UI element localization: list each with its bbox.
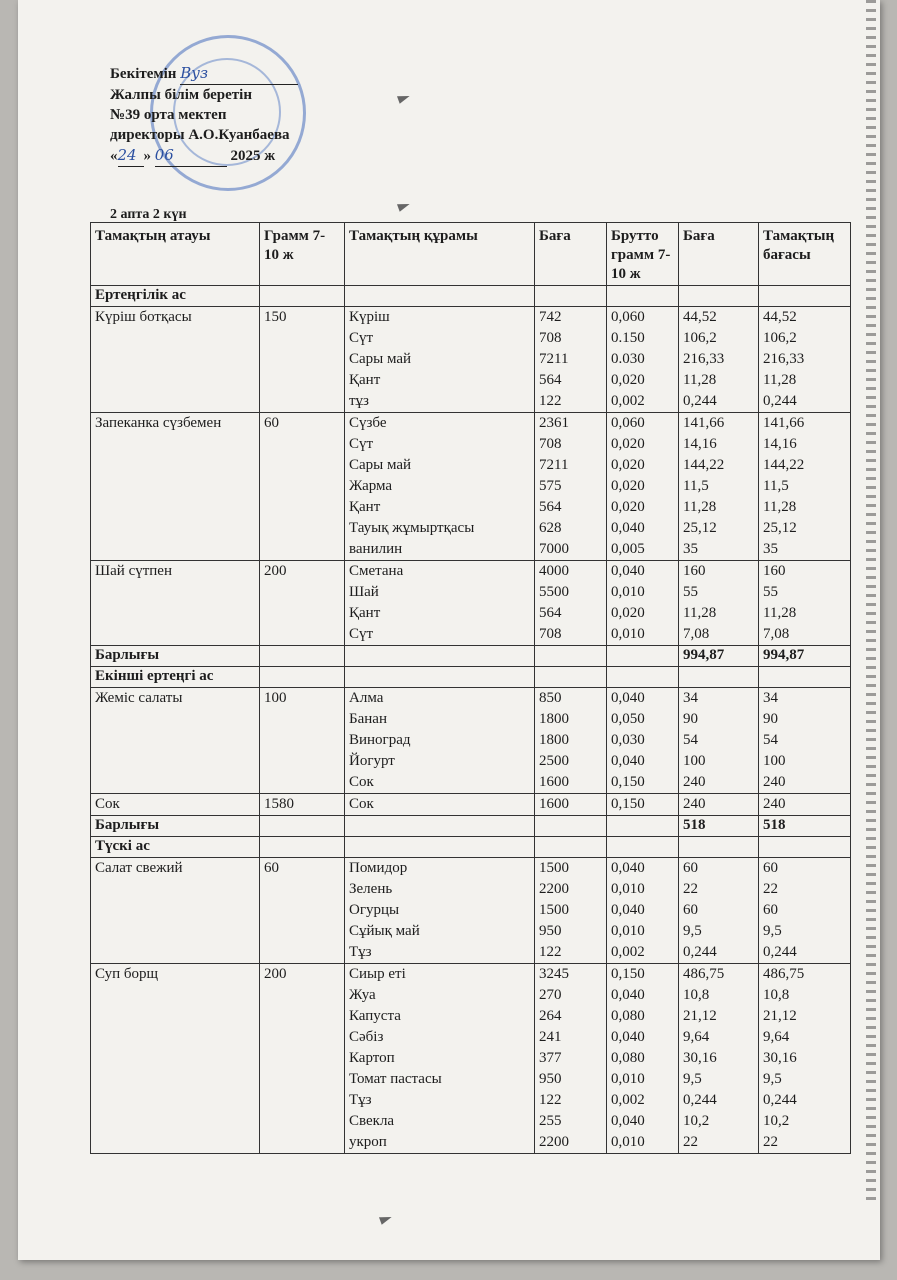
total-value: 60: [763, 860, 778, 876]
cost-value: 55: [683, 584, 698, 600]
cost-value: 10,2: [683, 1113, 710, 1129]
price-value: 628: [539, 520, 562, 536]
total-cost: 518: [679, 816, 759, 837]
dish-total: [759, 561, 851, 646]
cost-value: 60: [683, 902, 698, 918]
cost-value: 144,22: [683, 457, 725, 473]
section-row: [91, 837, 851, 858]
total-value: 14,16: [763, 436, 797, 452]
total-value: 90: [763, 711, 778, 727]
dish-price: [535, 561, 607, 646]
total-value: 240: [763, 796, 786, 812]
cost-value: 30,16: [683, 1050, 717, 1066]
week-label: 2 апта 2 күн: [110, 207, 187, 222]
total-sum: 518: [759, 816, 851, 837]
price-value: 122: [539, 944, 562, 960]
dish-items: [345, 794, 535, 816]
price-value: 1800: [539, 732, 569, 748]
items-value: укроп: [349, 1134, 387, 1150]
price-value: 564: [539, 372, 562, 388]
dish-row: [91, 561, 851, 646]
dish-total: [759, 307, 851, 413]
price-value: 2361: [539, 415, 569, 431]
dish-price: [535, 688, 607, 794]
price-value: 255: [539, 1113, 562, 1129]
brutto-value: 0,040: [611, 753, 645, 769]
price-value: 708: [539, 436, 562, 452]
dish-cost: [679, 964, 759, 1154]
dish-items: [345, 964, 535, 1154]
cost-value: 11,28: [683, 499, 717, 515]
col-header: Баға: [535, 223, 607, 286]
cost-value: 25,12: [683, 520, 717, 536]
dish-cost: [679, 794, 759, 816]
cost-value: 90: [683, 711, 698, 727]
dish-cost: [679, 307, 759, 413]
price-value: 950: [539, 1071, 562, 1087]
col-header: Грамм 7-10 ж: [260, 223, 345, 286]
items-value: Сиыр еті: [349, 966, 406, 982]
dish-total: [759, 413, 851, 561]
price-value: 7000: [539, 541, 569, 557]
total-sum: 994,87: [759, 646, 851, 667]
price-value: 950: [539, 923, 562, 939]
items-value: Қант: [349, 499, 381, 515]
items-value: Картоп: [349, 1050, 395, 1066]
total-value: 11,28: [763, 605, 797, 621]
total-value: 10,2: [763, 1113, 790, 1129]
total-value: 11,28: [763, 499, 797, 515]
header-director: директоры А.О.Куанбаева: [110, 127, 290, 143]
total-value: 160: [763, 563, 786, 579]
items-value: Жарма: [349, 478, 393, 494]
price-value: 850: [539, 690, 562, 706]
total-row: [91, 646, 851, 667]
cost-value: 7,08: [683, 626, 710, 642]
cost-value: 160: [683, 563, 706, 579]
price-value: 1800: [539, 711, 569, 727]
price-value: 270: [539, 987, 562, 1003]
scan-artifact: [866, 0, 876, 1200]
dish-brutto: [607, 794, 679, 816]
price-value: 1600: [539, 774, 569, 790]
cost-value: 216,33: [683, 351, 725, 367]
dish-items: [345, 688, 535, 794]
items-value: Күріш: [349, 309, 390, 325]
cost-value: 9,5: [683, 923, 702, 939]
dish-total: [759, 964, 851, 1154]
dish-row: [91, 307, 851, 413]
cost-value: 11,5: [683, 478, 709, 494]
section-title: Екінші ертеңгі ас: [91, 667, 260, 688]
cost-value: 44,52: [683, 309, 717, 325]
brutto-value: 0,060: [611, 309, 645, 325]
brutto-value: 0,010: [611, 584, 645, 600]
price-value: 2200: [539, 881, 569, 897]
brutto-value: 0,010: [611, 923, 645, 939]
price-value: 3245: [539, 966, 569, 982]
total-value: 22: [763, 881, 778, 897]
dish-items: [345, 307, 535, 413]
total-value: 240: [763, 774, 786, 790]
items-value: Сары май: [349, 457, 412, 473]
price-value: 564: [539, 499, 562, 515]
total-value: 0,244: [763, 944, 797, 960]
brutto-value: 0,020: [611, 457, 645, 473]
col-header: Брутто грамм 7-10 ж: [607, 223, 679, 286]
items-value: Сметана: [349, 563, 404, 579]
price-value: 2500: [539, 753, 569, 769]
section-row: [91, 667, 851, 688]
cost-value: 0,244: [683, 944, 717, 960]
items-value: Сұйық май: [349, 923, 420, 939]
total-label: Барлығы: [91, 816, 260, 837]
total-value: 10,8: [763, 987, 790, 1003]
dish-price: [535, 413, 607, 561]
brutto-value: 0,040: [611, 1113, 645, 1129]
dish-brutto: [607, 307, 679, 413]
menu-table: [90, 222, 851, 1154]
brutto-value: 0,010: [611, 1071, 645, 1087]
cost-value: 22: [683, 881, 698, 897]
dish-gram: 150: [260, 307, 345, 413]
dish-total: [759, 688, 851, 794]
total-value: 11,28: [763, 372, 797, 388]
dish-price: [535, 964, 607, 1154]
total-label: Барлығы: [91, 646, 260, 667]
cost-value: 9,64: [683, 1029, 710, 1045]
brutto-value: 0,040: [611, 902, 645, 918]
cost-value: 34: [683, 690, 698, 706]
price-value: 7211: [539, 457, 569, 473]
price-value: 2200: [539, 1134, 569, 1150]
dish-row: [91, 413, 851, 561]
total-value: 100: [763, 753, 786, 769]
items-value: Томат пастасы: [349, 1071, 442, 1087]
brutto-value: 0,060: [611, 415, 645, 431]
total-value: 54: [763, 732, 778, 748]
items-value: Қант: [349, 372, 381, 388]
dish-name: Сок: [91, 794, 260, 816]
items-value: Тұз: [349, 944, 372, 960]
brutto-value: 0,030: [611, 732, 645, 748]
dish-brutto: [607, 858, 679, 964]
dish-total: [759, 858, 851, 964]
dish-gram: 200: [260, 561, 345, 646]
items-value: Свекла: [349, 1113, 395, 1129]
approval-header: [110, 63, 298, 167]
brutto-value: 0,002: [611, 944, 645, 960]
total-value: 22: [763, 1134, 778, 1150]
dish-gram: 200: [260, 964, 345, 1154]
dish-gram: 100: [260, 688, 345, 794]
dish-cost: [679, 688, 759, 794]
total-value: 9,5: [763, 923, 782, 939]
col-header: Тамақтың атауы: [91, 223, 260, 286]
section-title: Ертеңгілік ас: [91, 286, 260, 307]
brutto-value: 0,080: [611, 1050, 645, 1066]
brutto-value: 0.030: [611, 351, 645, 367]
brutto-value: 0,010: [611, 1134, 645, 1150]
total-value: 35: [763, 541, 778, 557]
items-value: Тауық жұмыртқасы: [349, 520, 475, 536]
price-value: 377: [539, 1050, 562, 1066]
header-school: №39 орта мектеп: [110, 107, 227, 123]
cost-value: 11,28: [683, 372, 717, 388]
total-value: 34: [763, 690, 778, 706]
brutto-value: 0,020: [611, 372, 645, 388]
total-value: 30,16: [763, 1050, 797, 1066]
col-header: Баға: [679, 223, 759, 286]
dish-items: [345, 561, 535, 646]
items-value: Виноград: [349, 732, 411, 748]
price-value: 1500: [539, 860, 569, 876]
dish-gram: 60: [260, 413, 345, 561]
items-value: Помидор: [349, 860, 408, 876]
brutto-value: 0.150: [611, 330, 645, 346]
items-value: Огурцы: [349, 902, 400, 918]
brutto-value: 0,040: [611, 520, 645, 536]
cost-value: 21,12: [683, 1008, 717, 1024]
price-value: 7211: [539, 351, 569, 367]
items-value: Сүзбе: [349, 415, 387, 431]
dish-items: [345, 413, 535, 561]
total-value: 106,2: [763, 330, 797, 346]
cost-value: 11,28: [683, 605, 717, 621]
dish-total: [759, 794, 851, 816]
total-value: 60: [763, 902, 778, 918]
dish-price: [535, 858, 607, 964]
cost-value: 141,66: [683, 415, 725, 431]
dish-items: [345, 858, 535, 964]
brutto-value: 0,150: [611, 774, 645, 790]
price-value: 4000: [539, 563, 569, 579]
cost-value: 9,5: [683, 1071, 702, 1087]
cost-value: 22: [683, 1134, 698, 1150]
brutto-value: 0,040: [611, 987, 645, 1003]
dish-brutto: [607, 964, 679, 1154]
cost-value: 106,2: [683, 330, 717, 346]
cost-value: 240: [683, 796, 706, 812]
items-value: Сүт: [349, 436, 374, 452]
price-value: 122: [539, 393, 562, 409]
brutto-value: 0,010: [611, 881, 645, 897]
total-value: 0,244: [763, 393, 797, 409]
total-value: 55: [763, 584, 778, 600]
dish-name: Суп борщ: [91, 964, 260, 1154]
dish-name: Күріш ботқасы: [91, 307, 260, 413]
dish-price: [535, 794, 607, 816]
price-value: 708: [539, 330, 562, 346]
items-value: Банан: [349, 711, 387, 727]
dish-brutto: [607, 413, 679, 561]
price-value: 564: [539, 605, 562, 621]
brutto-value: 0,002: [611, 393, 645, 409]
price-value: 742: [539, 309, 562, 325]
brutto-value: 0,040: [611, 1029, 645, 1045]
dish-row: [91, 964, 851, 1154]
total-value: 11,5: [763, 478, 789, 494]
brutto-value: 0,020: [611, 478, 645, 494]
brutto-value: 0,040: [611, 563, 645, 579]
dish-brutto: [607, 688, 679, 794]
items-value: тұз: [349, 393, 369, 409]
total-value: 44,52: [763, 309, 797, 325]
cost-value: 0,244: [683, 1092, 717, 1108]
section-row: [91, 286, 851, 307]
total-value: 9,64: [763, 1029, 790, 1045]
total-value: 486,75: [763, 966, 805, 982]
total-value: 216,33: [763, 351, 805, 367]
price-value: 1500: [539, 902, 569, 918]
header-date: «24 » 06 2025 ж: [110, 145, 298, 167]
total-value: 21,12: [763, 1008, 797, 1024]
items-value: Сары май: [349, 351, 412, 367]
price-value: 241: [539, 1029, 562, 1045]
items-value: Қант: [349, 605, 381, 621]
brutto-value: 0,002: [611, 1092, 645, 1108]
dish-cost: [679, 561, 759, 646]
total-value: 141,66: [763, 415, 805, 431]
price-value: 122: [539, 1092, 562, 1108]
cost-value: 10,8: [683, 987, 710, 1003]
items-value: Капуста: [349, 1008, 401, 1024]
items-value: Зелень: [349, 881, 393, 897]
signature: Вуз: [180, 64, 209, 82]
items-value: Шай: [349, 584, 379, 600]
items-value: Сүт: [349, 330, 374, 346]
dish-name: Салат свежий: [91, 858, 260, 964]
items-value: Алма: [349, 690, 384, 706]
total-value: 0,244: [763, 1092, 797, 1108]
dish-price: [535, 307, 607, 413]
items-value: Сәбіз: [349, 1029, 384, 1045]
brutto-value: 0,150: [611, 796, 645, 812]
section-title: Түскі ас: [91, 837, 260, 858]
items-value: Сок: [349, 774, 374, 790]
dish-row: [91, 688, 851, 794]
header-org: Жалпы білім беретін: [110, 87, 252, 103]
cost-value: 14,16: [683, 436, 717, 452]
total-cost: 994,87: [679, 646, 759, 667]
items-value: Тұз: [349, 1092, 372, 1108]
dish-gram: 60: [260, 858, 345, 964]
dish-row: [91, 794, 851, 816]
dish-name: Шай сүтпен: [91, 561, 260, 646]
dish-cost: [679, 413, 759, 561]
cost-value: 54: [683, 732, 698, 748]
cost-value: 0,244: [683, 393, 717, 409]
price-value: 1600: [539, 796, 569, 812]
items-value: ванилин: [349, 541, 403, 557]
dish-name: Жеміс салаты: [91, 688, 260, 794]
brutto-value: 0,005: [611, 541, 645, 557]
cost-value: 35: [683, 541, 698, 557]
items-value: Сок: [349, 796, 374, 812]
brutto-value: 0,020: [611, 499, 645, 515]
cost-value: 60: [683, 860, 698, 876]
col-header: Тамақтың құрамы: [345, 223, 535, 286]
total-value: 7,08: [763, 626, 790, 642]
dish-cost: [679, 858, 759, 964]
table-header-row: [91, 223, 851, 286]
cost-value: 240: [683, 774, 706, 790]
price-value: 5500: [539, 584, 569, 600]
price-value: 708: [539, 626, 562, 642]
cost-value: 100: [683, 753, 706, 769]
brutto-value: 0,010: [611, 626, 645, 642]
items-value: Сүт: [349, 626, 374, 642]
brutto-value: 0,040: [611, 860, 645, 876]
brutto-value: 0,020: [611, 605, 645, 621]
items-value: Жуа: [349, 987, 376, 1003]
dish-gram: 1580: [260, 794, 345, 816]
price-value: 264: [539, 1008, 562, 1024]
brutto-value: 0,040: [611, 690, 645, 706]
total-value: 144,22: [763, 457, 805, 473]
approve-label: Бекітемін: [110, 66, 177, 82]
dish-brutto: [607, 561, 679, 646]
cost-value: 486,75: [683, 966, 725, 982]
brutto-value: 0,080: [611, 1008, 645, 1024]
total-value: 25,12: [763, 520, 797, 536]
brutto-value: 0,020: [611, 436, 645, 452]
total-value: 9,5: [763, 1071, 782, 1087]
col-header: Тамақтың бағасы: [759, 223, 851, 286]
dish-row: [91, 858, 851, 964]
total-row: [91, 816, 851, 837]
brutto-value: 0,150: [611, 966, 645, 982]
dish-name: Запеканка сүзбемен: [91, 413, 260, 561]
brutto-value: 0,050: [611, 711, 645, 727]
items-value: Йогурт: [349, 753, 395, 769]
price-value: 575: [539, 478, 562, 494]
